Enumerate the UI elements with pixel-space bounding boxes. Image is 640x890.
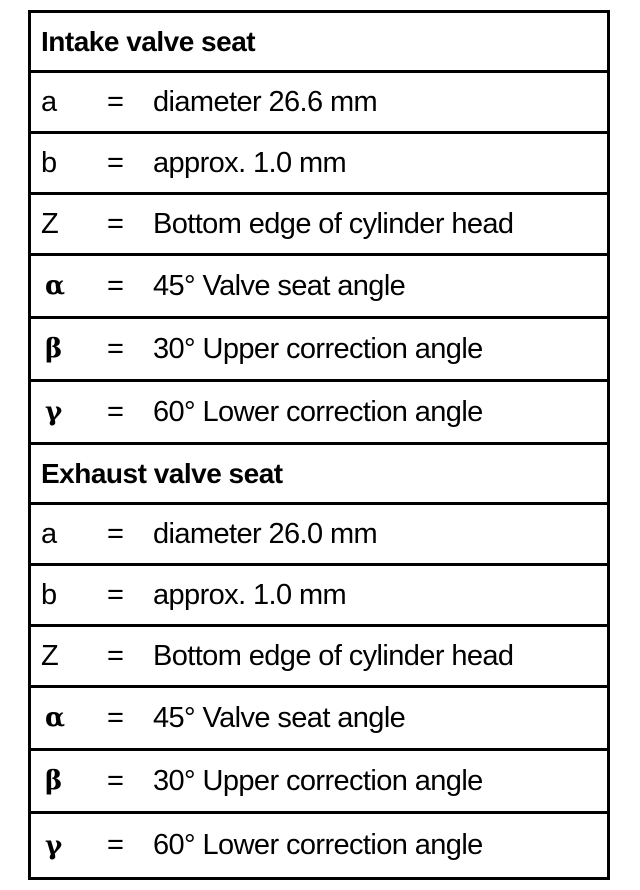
row-description: diameter 26.6 mm xyxy=(153,85,378,118)
row-description: 45° Valve seat angle xyxy=(153,269,406,302)
table-row xyxy=(31,195,607,256)
symbol-alpha: α xyxy=(45,271,66,301)
intake-section-title: Intake valve seat xyxy=(41,25,256,57)
row-description: 60° Lower correction angle xyxy=(153,829,483,861)
valve-seat-spec-table xyxy=(28,10,610,880)
equals-sign: = xyxy=(107,269,124,302)
symbol-beta: β xyxy=(45,334,63,364)
equals-sign: = xyxy=(107,764,124,797)
row-description: 30° Upper correction angle xyxy=(153,764,483,797)
equals-sign: = xyxy=(107,701,124,734)
symbol-gamma: γ xyxy=(45,397,63,427)
table-row xyxy=(31,134,607,195)
exhaust-section-heading-row xyxy=(31,445,607,505)
symbol-gamma: γ xyxy=(45,830,63,861)
equals-sign: = xyxy=(107,85,124,118)
symbol-alpha: α xyxy=(45,703,66,733)
intake-section-heading-row xyxy=(31,13,607,73)
equals-sign: = xyxy=(107,639,124,672)
table-row xyxy=(31,627,607,688)
table-row xyxy=(31,382,607,445)
equals-sign: = xyxy=(107,578,124,611)
row-description: Bottom edge of cylinder head xyxy=(153,207,514,240)
row-description: 30° Upper correction angle xyxy=(153,332,483,365)
symbol-beta: β xyxy=(45,766,63,796)
symbol-z: Z xyxy=(41,639,59,672)
exhaust-section-title: Exhaust valve seat xyxy=(41,457,283,489)
row-description: 45° Valve seat angle xyxy=(153,701,406,734)
equals-sign: = xyxy=(107,517,124,550)
symbol-a: a xyxy=(41,85,58,118)
row-description: 60° Lower correction angle xyxy=(153,395,483,428)
row-description: approx. 1.0 mm xyxy=(153,146,347,179)
table-row xyxy=(31,73,607,134)
symbol-b: b xyxy=(41,578,58,611)
row-description: approx. 1.0 mm xyxy=(153,578,347,611)
table-row xyxy=(31,256,607,319)
equals-sign: = xyxy=(107,332,124,365)
symbol-z: Z xyxy=(41,207,59,240)
equals-sign: = xyxy=(107,829,124,861)
table-row xyxy=(31,751,607,814)
symbol-a: a xyxy=(41,517,58,550)
equals-sign: = xyxy=(107,146,124,179)
row-description: Bottom edge of cylinder head xyxy=(153,639,514,672)
table-row xyxy=(31,566,607,627)
table-row xyxy=(31,814,607,877)
equals-sign: = xyxy=(107,207,124,240)
equals-sign: = xyxy=(107,395,124,428)
table-row xyxy=(31,505,607,566)
table-row xyxy=(31,319,607,382)
row-description: diameter 26.0 mm xyxy=(153,517,378,550)
table-row xyxy=(31,688,607,751)
symbol-b: b xyxy=(41,146,58,179)
